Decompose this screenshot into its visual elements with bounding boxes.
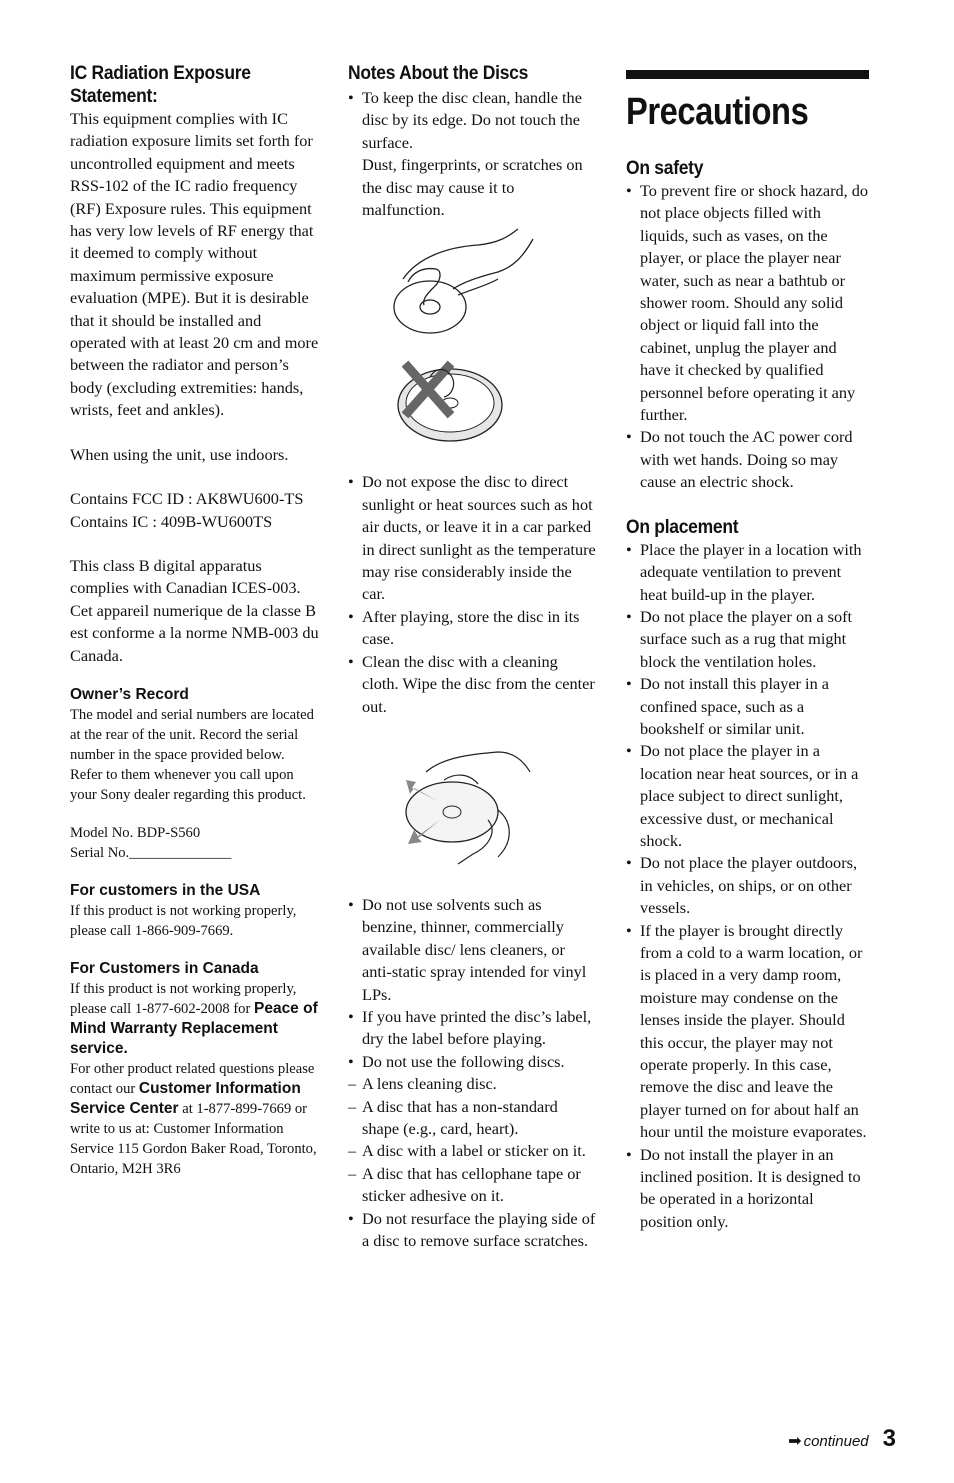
canada-body-part3: at 1-877-899-7669 or write to us at: Customer Information Service 115 Gordon Baker Road, Toronto, Ontario, M2H 3R6 <box>70 1100 317 1177</box>
indoors-text: When using the unit, use indoors. <box>70 444 289 464</box>
disc-warnings-list <box>348 894 598 1073</box>
list-item: • Do not place the player outdoors, in vehicles, on ships, or on other vessels. <box>626 852 870 919</box>
list-item: • If you have printed the disc’s label, dry the label before playing. <box>348 1006 598 1051</box>
ic-heading: IC Radiation Exposure Statement: <box>70 63 251 107</box>
disc-cleaning-illustration <box>348 732 598 872</box>
canada-body-part1: If this product is not working properly, please call 1-877-602-2008 for <box>70 980 297 1017</box>
model-number: Model No. BDP-S560 <box>70 824 201 841</box>
owners-record-heading: Owner’s Record <box>70 685 189 703</box>
page-number: 3 <box>882 1425 896 1452</box>
ic-id-text: Contains IC : 409B-WU600TS <box>70 511 273 531</box>
list-item: • Do not place the player on a soft surface such as a rug that might block the ventilation holes. <box>626 606 870 673</box>
cleaning-disc-icon <box>406 752 530 864</box>
disc-touching-surface-icon <box>398 367 502 441</box>
list-item: • Do not install this player in a confined space, such as a bookshelf or similar unit. <box>626 673 870 740</box>
list-item: • Clean the disc with a cleaning cloth. Wipe the disc from the center out. <box>348 651 598 718</box>
usa-heading: For customers in the USA <box>70 881 261 899</box>
canada-body <box>70 979 320 1059</box>
title-rule <box>626 70 869 79</box>
class-b-en-text: This class B digital apparatus complies with Canadian ICES-003. <box>70 555 301 598</box>
left-column <box>70 62 320 1179</box>
list-item: – A disc that has a non-standard shape (e.g., card, heart). <box>348 1096 598 1141</box>
bullet-text: To keep the disc clean, handle the disc by its edge. Do not touch the surface. <box>362 88 582 152</box>
disc-handling-illustration <box>348 227 598 459</box>
list-item: – A disc with a label or sticker on it. <box>348 1140 598 1162</box>
list-item: – A lens cleaning disc. <box>348 1073 598 1095</box>
on-safety-heading: On safety <box>626 158 704 179</box>
list-item: • To prevent fire or shock hazard, do not place objects filled with liquids, such as vases, on the player, or place the player near water, such as near a bathtub or shower room. Should any solid object or liquid fall into the cabinet, unplug the player and have it checked by qualified personnel before operating it any further. <box>626 180 870 426</box>
serial-number: Serial No.______________ <box>70 844 232 861</box>
list-item: – A disc that has cellophane tape or sticker adhesive on it. <box>348 1163 598 1208</box>
list-item: • After playing, store the disc in its case. <box>348 606 598 651</box>
list-item: • Place the player in a location with adequate ventilation to prevent heat build-up in the player. <box>626 539 870 606</box>
list-item: • If the player is brought directly from a cold to a warm location, or is placed in a very damp room, moisture may condense on the lenses inside the player. Should this occur, the player may not operate properly. In this case, remove the disc and leave the player turned on for about half an hour until the moisture evaporates. <box>626 920 870 1144</box>
list-item: • Do not use the following discs. <box>348 1051 598 1073</box>
disc-handling-list <box>348 87 598 221</box>
class-b-fr-text: Cet appareil numerique de la classe B est conforme a la norme NMB-003 du Canada. <box>70 600 319 665</box>
list-item: • Do not install the player in an inclined position. It is designed to be operated in a horizontal position only. <box>626 1144 870 1234</box>
list-item: • Do not touch the AC power cord with wet hands. Doing so may cause an electric shock. <box>626 426 870 493</box>
notes-discs-heading: Notes About the Discs <box>348 63 529 84</box>
canada-heading: For Customers in Canada <box>70 959 259 977</box>
safety-list <box>626 180 870 494</box>
list-item: • Do not resurface the playing side of a disc to remove surface scratches. <box>348 1208 598 1253</box>
list-item: • Do not place the player in a location near heat sources, or in a place subject to direct sunlight, excessive dust, or mechanical shock. <box>626 740 870 852</box>
canada-warranty-bold: Peace of Mind Warranty Replacement service. <box>70 999 318 1057</box>
page-footer <box>788 1425 896 1453</box>
disc-types-list <box>348 1073 598 1207</box>
ic-body: This equipment complies with IC radiation exposure limits set forth for uncontrolled equipment and meets RSS-102 of the IC radio frequency (RF) Exposure rules. This equipment has very low levels of RF energy that it deemed to comply without maximum permissive exposure evaluation (MPE). But it is desirable that it should be installed and operated with at least 20 cm and more between the radiator and person’s body (excluding extremities: hands, wrists, feet and ankles). <box>70 109 319 420</box>
disc-care-list <box>348 471 598 717</box>
list-item <box>348 87 598 221</box>
disc-held-by-edge-icon <box>394 229 533 333</box>
placement-list <box>626 539 870 1234</box>
bullet-text-continued: Dust, fingerprints, or scratches on the disc may cause it to malfunction. <box>362 155 583 220</box>
fcc-id-text: Contains FCC ID : AK8WU600-TS <box>70 489 304 509</box>
list-item: • Do not use solvents such as benzine, thinner, commercially available disc/ lens cleaners, or anti-static spray intended for vinyl LPs. <box>348 894 598 1006</box>
middle-column <box>348 62 598 1252</box>
on-placement-heading: On placement <box>626 516 739 538</box>
list-item: • Do not expose the disc to direct sunlight or heat sources such as hot air ducts, or leave it in a car parked in direct sunlight as the temperature may rise considerably inside the car. <box>348 471 598 605</box>
page-title: Precautions <box>626 91 809 133</box>
disc-resurface-list <box>348 1208 598 1253</box>
continued-label: continued <box>803 1433 869 1450</box>
usa-body: If this product is not working properly, please call 1-866-909-7669. <box>70 902 297 939</box>
canada-body-part2: For other product related questions please contact our <box>70 1060 315 1097</box>
continued-arrow-icon: ➡ <box>788 1433 802 1450</box>
customer-info-center-bold: Customer Information Service Center <box>70 1079 301 1117</box>
owners-record-body: The model and serial numbers are located at the rear of the unit. Record the serial number in the space provided below. Refer to them whenever you call upon your Sony dealer regarding this product. <box>70 706 314 803</box>
right-column <box>626 70 870 1233</box>
canada-contact <box>70 1059 320 1179</box>
